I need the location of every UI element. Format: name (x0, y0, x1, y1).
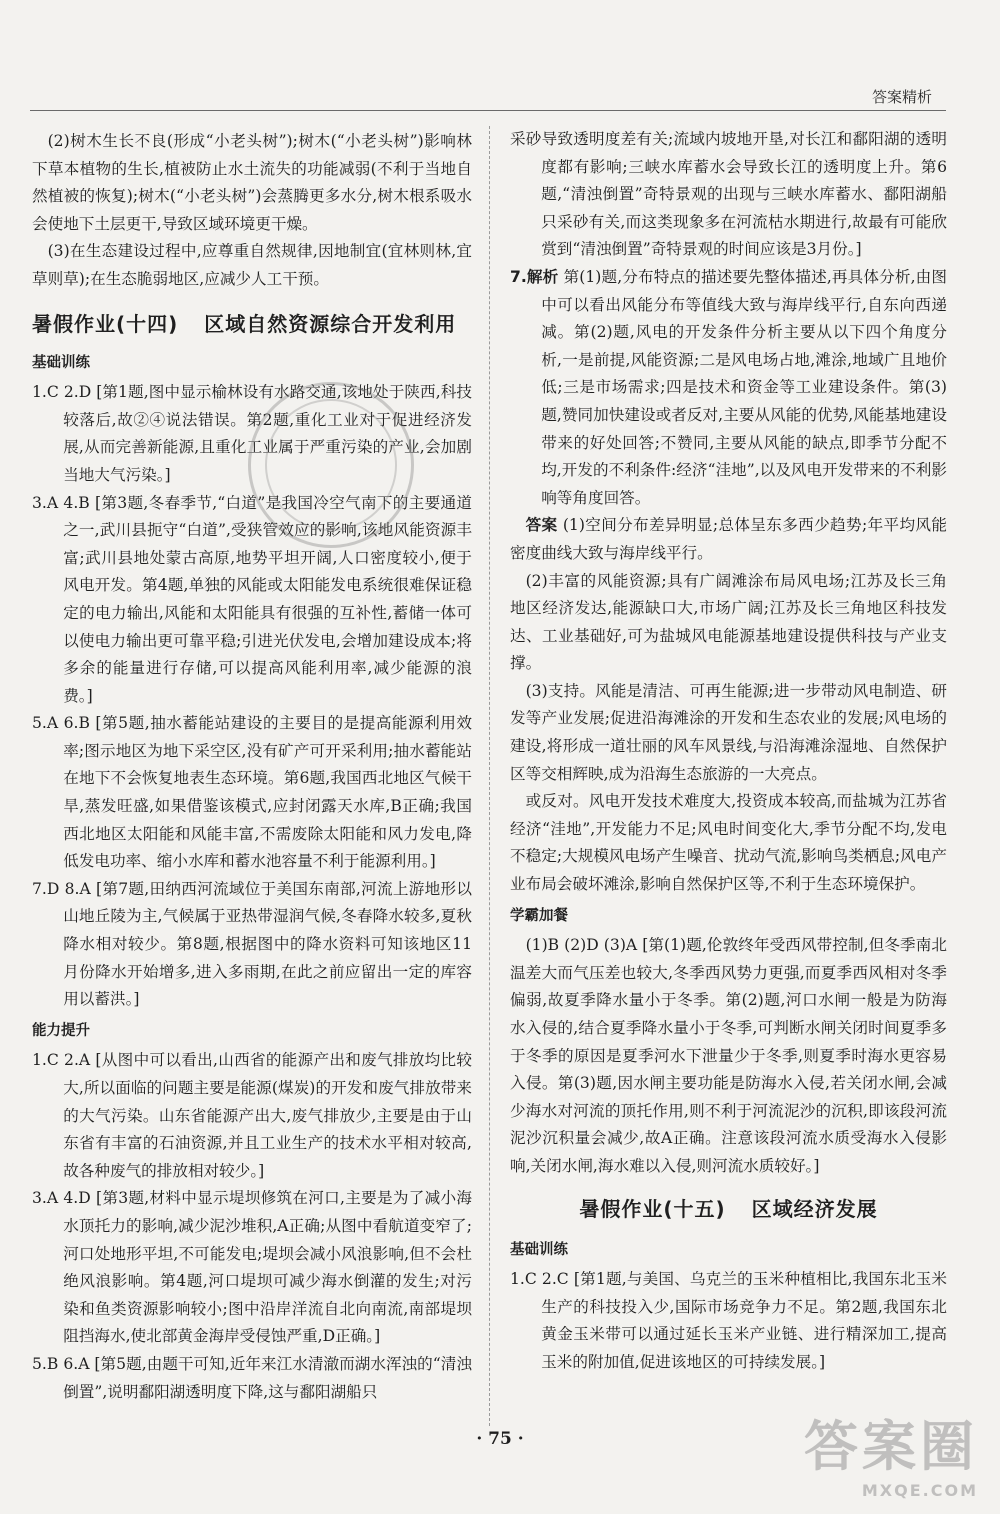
right-column (510, 126, 947, 1377)
left-column (32, 128, 472, 1406)
subsection-title: 基础训练 (32, 354, 90, 371)
section-title-subject: 区域自然资源综合开发利用 (204, 311, 457, 336)
answer-item (510, 264, 947, 512)
column-divider (489, 126, 490, 1426)
subsection-title: 能力提升 (32, 1022, 90, 1039)
answer-paragraph: 或反对。风电开发技术难度大,投资成本较高,而盐城为江苏省经济“洼地”,开发能力不足;风电时间变化大,季节分配不均,发电不稳定;大规模风电场产生噪音、扰动气流,影响鸟类栖息;风电产业布局会破坏滩涂,影响自然保护区等,不利于生态环境保护。 (510, 792, 947, 894)
answer-item: 采砂导致透明度差有关;流域内坡地开垦,对长江和鄱阳湖的透明度都有影响;三峡水库蓄水会导致长江的透明度上升。第6题,“清浊倒置”奇特景观的出现与三峡水库蓄水、鄱阳湖船只采砂有关,而这类现象多在河流枯水期进行,故最有可能欣赏到“清浊倒置”奇特景观的时间应该是3月份。] (510, 130, 947, 259)
subsection-title: 学霸加餐 (510, 907, 568, 924)
answer-item: 3.A 4.B [第3题,冬春季节,“白道”是我国冷空气南下的主要通道之一,武川县扼守“白道”,受狭管效应的影响,该地风能资源丰富;武川县地处蒙古高原,地势平坦开阔,人口密度较小,便于风电开发。第4题,单独的风能或太阳能发电系统很难保证稳定的电力输出,风能和太阳能具有很强的互补性,蓄储一体可以使电力输出更可靠平稳;引进光伏发电,会增加建设成本;将多余的能量进行存储,可以提高风能利用率,减少能源的浪费。] (32, 493, 472, 705)
answer-text: (1)空间分布差异明显;总体呈东多西少趋势;年平均风能密度曲线大致与海岸线平行。 (510, 516, 947, 562)
paragraph: (2)树木生长不良(形成“小老头树”);树木(“小老头树”)影响林下草本植物的生长,植被防止水土流失的功能减弱(不利于当地自然植被的恢复);树木(“小老头树”)会蒸腾更多水分,树木根系吸水会使地下土层更干,导致区域环境更干燥。 (32, 132, 472, 233)
answer-item: 7.D 8.A [第7题,田纳西河流域位于美国东南部,河流上游地形以山地丘陵为主,气候属于亚热带湿润气候,冬春降水较多,夏秋降水相对较少。第8题,根据图中的降水资料可知该地区11月份降水开始增多,进入多雨期,在此之前应留出一定的库容用以蓄洪。] (32, 879, 472, 1009)
header-rule (30, 110, 946, 111)
answer-paragraph: (3)支持。风能是清洁、可再生能源;进一步带动风电制造、研发等产业发展;促进沿海滩涂的开发和生态农业的发展;风电场的建设,将形成一道壮丽的风车风景线,与沿海滩涂湿地、自然保护区等交相辉映,成为沿海生态旅游的一大亮点。 (510, 681, 947, 783)
answer-paragraph: (2)丰富的风能资源;具有广阔滩涂布局风电场;江苏及长三角地区经济发达,能源缺口大,市场广阔;江苏及长三角地区科技发达、工业基础好,可为盐城风电能源基地建设提供科技与产业支撑。 (510, 571, 947, 673)
watermark-url: MXQE.COM (861, 1481, 978, 1500)
page-number: · 75 · (476, 1429, 524, 1449)
section-title-number: 暑假作业(十五) (579, 1196, 726, 1221)
paragraph: (3)在生态建设过程中,应尊重自然规律,因地制宜(宜林则林,宜草则草);在生态脆弱地区,应减少人工干预。 (32, 242, 472, 288)
answer-item: 5.A 6.B [第5题,抽水蓄能站建设的主要目的是提高能源利用效率;图示地区为地下采空区,没有矿产可开采利用;抽水蓄能站在地下不会恢复地表生态环境。第6题,我国西北地区气候干旱,蒸发旺盛,如果借鉴该模式,应封闭露天水库,B正确;我国西北地区太阳能和风能丰富,不需废除太阳能和风力发电,降低发电功率、缩小水库和蓄水池容量不利于能源利用。] (32, 714, 472, 871)
answer-item: 1.C 2.C [第1题,与美国、乌克兰的玉米种植相比,我国东北玉米生产的科技投入少,国际市场竞争力不足。第2题,我国东北黄金玉米带可以通过延长玉米产业链、进行精深加工,提高玉米的附加值,促进该地区的可持续发展。] (510, 1270, 947, 1371)
watermark-logo-text: 答案圈 (804, 1415, 978, 1478)
answer-label: 答案 (525, 516, 558, 535)
section-title (32, 310, 472, 338)
answer-item: 3.A 4.D [第3题,材料中显示堤坝修筑在河口,主要是为了减小海水顶托力的影响,减少泥沙堆积,A正确;从图中看航道变窄了;河口处地形平坦,不可能发电;堤坝会减小风浪影响,但不会杜绝风浪影响。第4题,河口堤坝可减少海水倒灌的发生;对污染和鱼类资源影响较小;图中沿岸洋流自北向南流,南部堤坝阻挡海水,使北部黄金海岸受侵蚀严重,D正确。] (32, 1189, 472, 1346)
answer-item: 1.C 2.A [从图中可以看出,山西省的能源产出和废气排放均比较大,所以面临的问题主要是能源(煤炭)的开发和废气排放带来的大气污染。山东省能源产出大,废气排放少,主要是由于山东省有丰富的石油资源,并且工业生产的技术水平相对较高,故各种废气的排放相对较少。] (32, 1051, 472, 1180)
section-title-number: 暑假作业(十四) (32, 311, 179, 336)
answer-paragraph (510, 512, 947, 567)
answer-item: 1.C 2.D [第1题,图中显示榆林设有水路交通,该地处于陕西,科技较落后,故②④说法错误。第2题,重化工业对于促进经济发展,从而完善新能源,且重化工业属于严重污染的产业,会加剧当地大气污染。] (32, 383, 472, 484)
answer-paragraph: (1)B (2)D (3)A [第(1)题,伦敦终年受西风带控制,但冬季南北温差大而气压差也较大,冬季西风势力更强,而夏季西风相对冬季偏弱,故夏季降水量小于冬季。第(2)题,河口水闸一般是为防海水入侵的,结合夏季降水量小于冬季,可判断水闸关闭时间夏季多于冬季的原因是夏季河水下泄量少于冬季,则夏季时海水更容易入侵。第(3)题,因水闸主要功能是防海水入侵,若关闭水闸,会减少海水对河流的顶托作用,则不利于河流泥沙的沉积,即该段河流泥沙沉积量会减少,故A正确。注意该段河流水质受海水入侵影响,关闭水闸,海水难以入侵,则河流水质较好。] (510, 936, 947, 1175)
analysis-label: 7.解析 (510, 267, 559, 286)
analysis-text: 第(1)题,分布特点的描述要先整体描述,再具体分析,由图中可以看出风能分布等值线大致与海岸线平行,自东向西递减。第(2)题,风电的开发条件分析主要从以下四个角度分析,一是前提,风能资源;二是风电场占地,滩涂,地域广且地价低;三是市场需求;四是技术和资金等工业建设条件。第(3)题,赞同加快建设或者反对,主要从风能的优势,风能基地建设带来的好处回答;不赞同,主要从风能的缺点,即季节分配不均,开发的不利条件:经济“洼地”,以及风电开发带来的不利影响等角度回答。 (541, 267, 947, 507)
subsection-title: 基础训练 (510, 1241, 568, 1258)
section-title-subject: 区域经济发展 (751, 1196, 878, 1221)
header-title: 答案精析 (871, 88, 932, 106)
answer-item: 5.B 6.A [第5题,由题干可知,近年来江水清澈而湖水浑浊的“清浊倒置”,说明鄱阳湖透明度下降,这与鄱阳湖船只 (32, 1354, 472, 1401)
site-watermark (804, 1404, 978, 1500)
section-title (510, 1195, 947, 1223)
